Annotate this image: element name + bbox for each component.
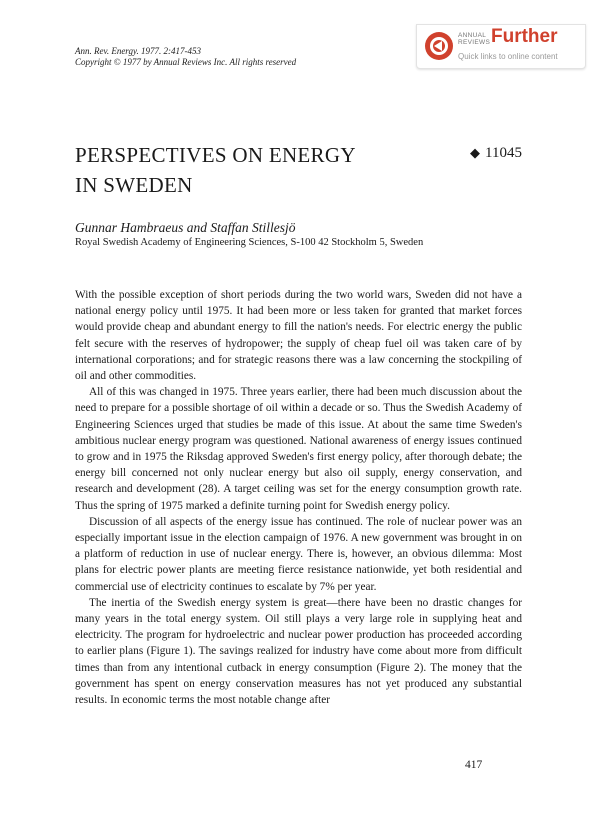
diamond-icon: ◆ [470, 145, 480, 160]
article-title [75, 140, 356, 200]
further-banner[interactable] [416, 24, 586, 69]
article-code [470, 145, 522, 162]
paragraph: The inertia of the Swedish energy system is great—there have been no drastic changes for many years in the total energy system. Oil still plays a very large role in supplying heat and electricity. The program for hydroelectric and nuclear power production has proceeded according to earlier plans (Figure 1). The savings realized for industry have come about more from difficult times than from any intentional cutback in energy consumption (Figure 2). The money that the government has spent on energy conservation measures has not yet produced any substantial results. In economic terms the most notable change after [75, 596, 522, 707]
paragraph: All of this was changed in 1975. Three years earlier, there had been much discussion about the need to prepare for a possible shortage of oil within a decade or so. Thus the Swedish Academy of Engineering Sciences urged that studies be made of this issue. At about the same time Sweden's ambitious nuclear energy program was questioned. National awareness of energy issues continued to grow and in 1975 the Riksdag approved Sweden's first energy policy, after thorough debate; the energy bill concerned not only nuclear energy but also oil supply, energy conservation, and research and development (28). A target ceiling was set for the energy consumption growth rate. Thus the spring of 1975 marked a definite turning point for Swedish energy policy. [75, 386, 522, 512]
annual-reviews-label [458, 32, 490, 46]
page-number: 417 [465, 759, 483, 771]
paragraph: With the possible exception of short periods during the two world wars, Sweden did not have a national energy policy until 1975. It had been more or less taken for granted that market forces would provide cheap and abundant energy to fill the nation's needs. For electric energy the public felt secure with the reserves of hydropower; the supply of cheap fuel oil was taken care of by international corporations; and for strategic reasons there was a law concerning the stockpiling of oil and other commodities. [75, 289, 522, 383]
paragraph: Discussion of all aspects of the energy issue has continued. The role of nuclear power was an especially important issue in the election campaign of 1976. A new government was brought in on a platform of reduction in use of nuclear energy. There is, however, an obvious dilemma: Most plans for electric power plants are meeting fierce resistance nationwide, yet both residential and commercial use of electricity continues to escalate by 7% per year. [75, 515, 522, 593]
body-text [75, 287, 522, 708]
further-wordmark: Further [491, 26, 558, 47]
further-logo-icon [424, 31, 454, 61]
publisher-line-1: ANNUAL [458, 32, 487, 39]
further-tagline: Quick links to online content [458, 52, 558, 61]
copyright-notice: Copyright © 1977 by Annual Reviews Inc. All rights reserved [75, 57, 297, 67]
title-line-2: IN SWEDEN [75, 173, 193, 197]
journal-citation: Ann. Rev. Energy. 1977. 2:417-453 [75, 46, 201, 56]
journal-meta [75, 46, 296, 68]
affiliation: Royal Swedish Academy of Engineering Sciences, S-100 42 Stockholm 5, Sweden [75, 237, 424, 248]
article-code-number: 11045 [485, 145, 522, 161]
publisher-line-2: REVIEWS [458, 39, 491, 46]
title-line-1: PERSPECTIVES ON ENERGY [75, 143, 356, 167]
authors: Gunnar Hambraeus and Staffan Stillesjö [75, 220, 296, 235]
